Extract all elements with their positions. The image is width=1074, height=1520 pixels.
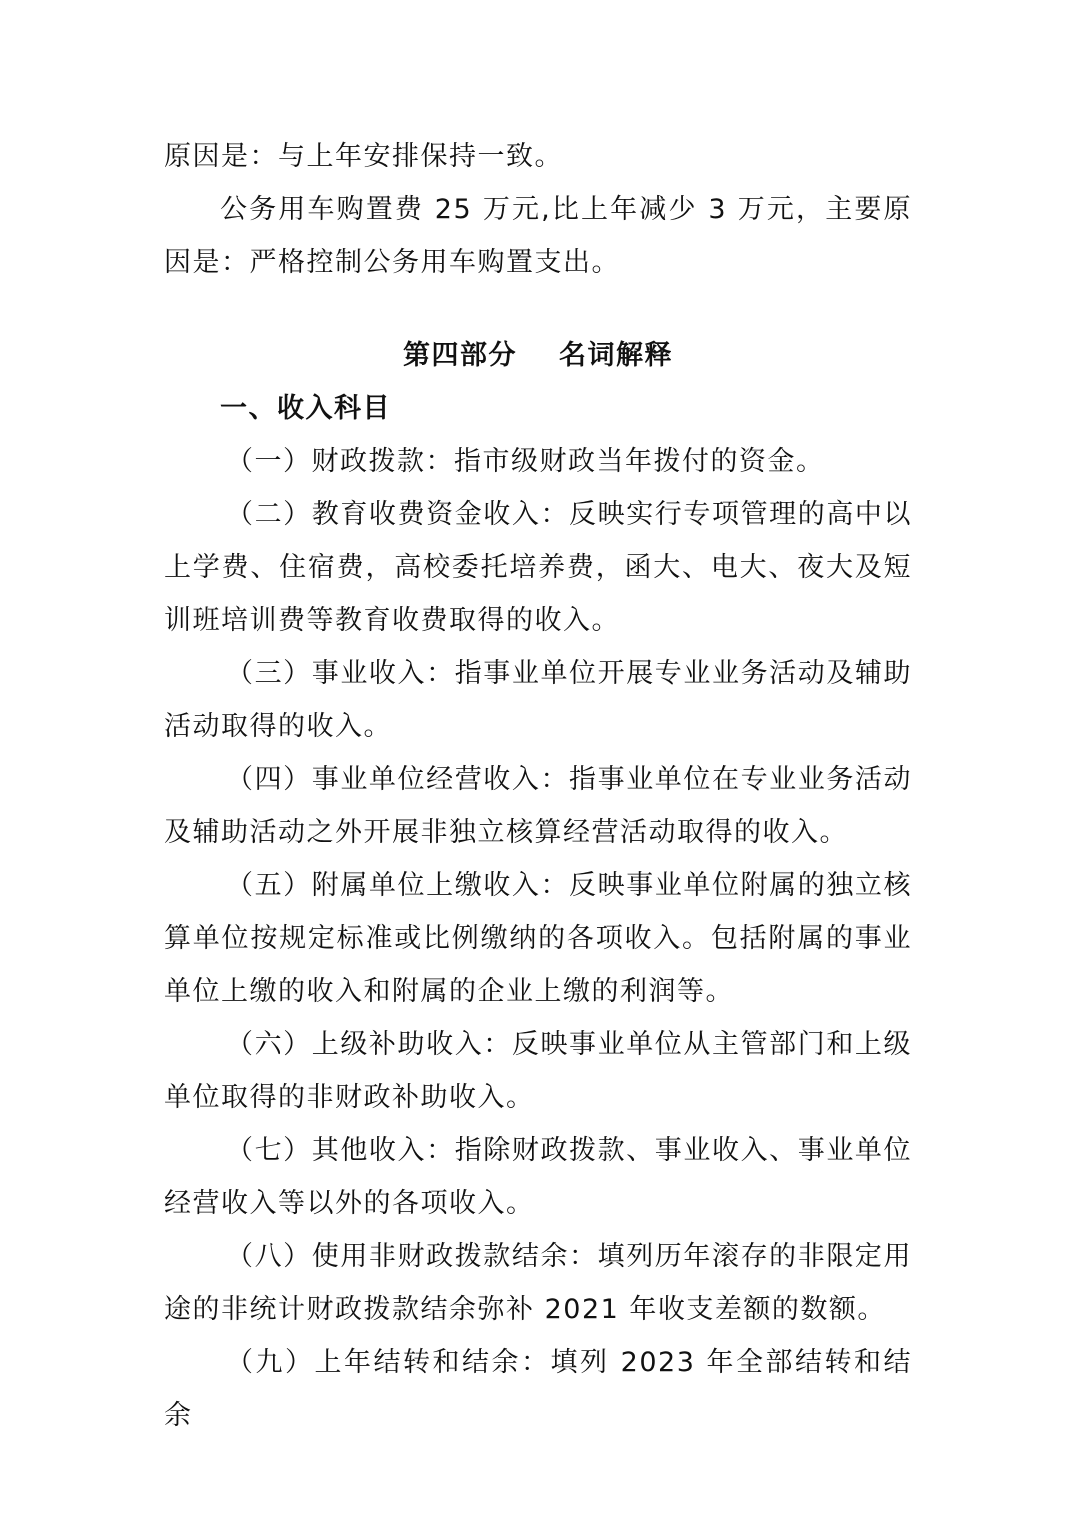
definition-item: （六）上级补助收入：反映事业单位从主管部门和上级单位取得的非财政补助收入。 [164,1029,912,1113]
definition-item: （七）其他收入：指除财政拨款、事业收入、事业单位经营收入等以外的各项收入。 [164,1135,912,1219]
definition-item: （三）事业收入：指事业单位开展专业业务活动及辅助活动取得的收入。 [164,658,912,742]
paragraph-continuation: 原因是：与上年安排保持一致。 [164,141,563,172]
subsection-heading: 一、收入科目 [220,393,391,424]
document-content [164,130,912,1442]
section-heading-part: 第四部分 [403,340,517,371]
definition-item: （一）财政拨款：指市级财政当年拨付的资金。 [226,446,825,477]
definition-item: （九）上年结转和结余：填列 2023 年全部结转和结余 [164,1347,912,1431]
section-heading [164,329,912,382]
paragraph-vehicle-purchase: 公务用车购置费 25 万元,比上年减少 3 万元，主要原因是：严格控制公务用车购置支出。 [164,194,912,278]
definition-item: （八）使用非财政拨款结余：填列历年滚存的非限定用途的非统计财政拨款结余弥补 2021 年收支差额的数额。 [164,1241,912,1325]
section-heading-title: 名词解释 [559,340,673,371]
definition-item: （五）附属单位上缴收入：反映事业单位附属的独立核算单位按规定标准或比例缴纳的各项收入。包括附属的事业单位上缴的收入和附属的企业上缴的利润等。 [164,870,912,1007]
definition-item: （二）教育收费资金收入：反映实行专项管理的高中以上学费、住宿费，高校委托培养费，函大、电大、夜大及短训班培训费等教育收费取得的收入。 [164,499,912,636]
definition-item: （四）事业单位经营收入：指事业单位在专业业务活动及辅助活动之外开展非独立核算经营活动取得的收入。 [164,764,912,848]
